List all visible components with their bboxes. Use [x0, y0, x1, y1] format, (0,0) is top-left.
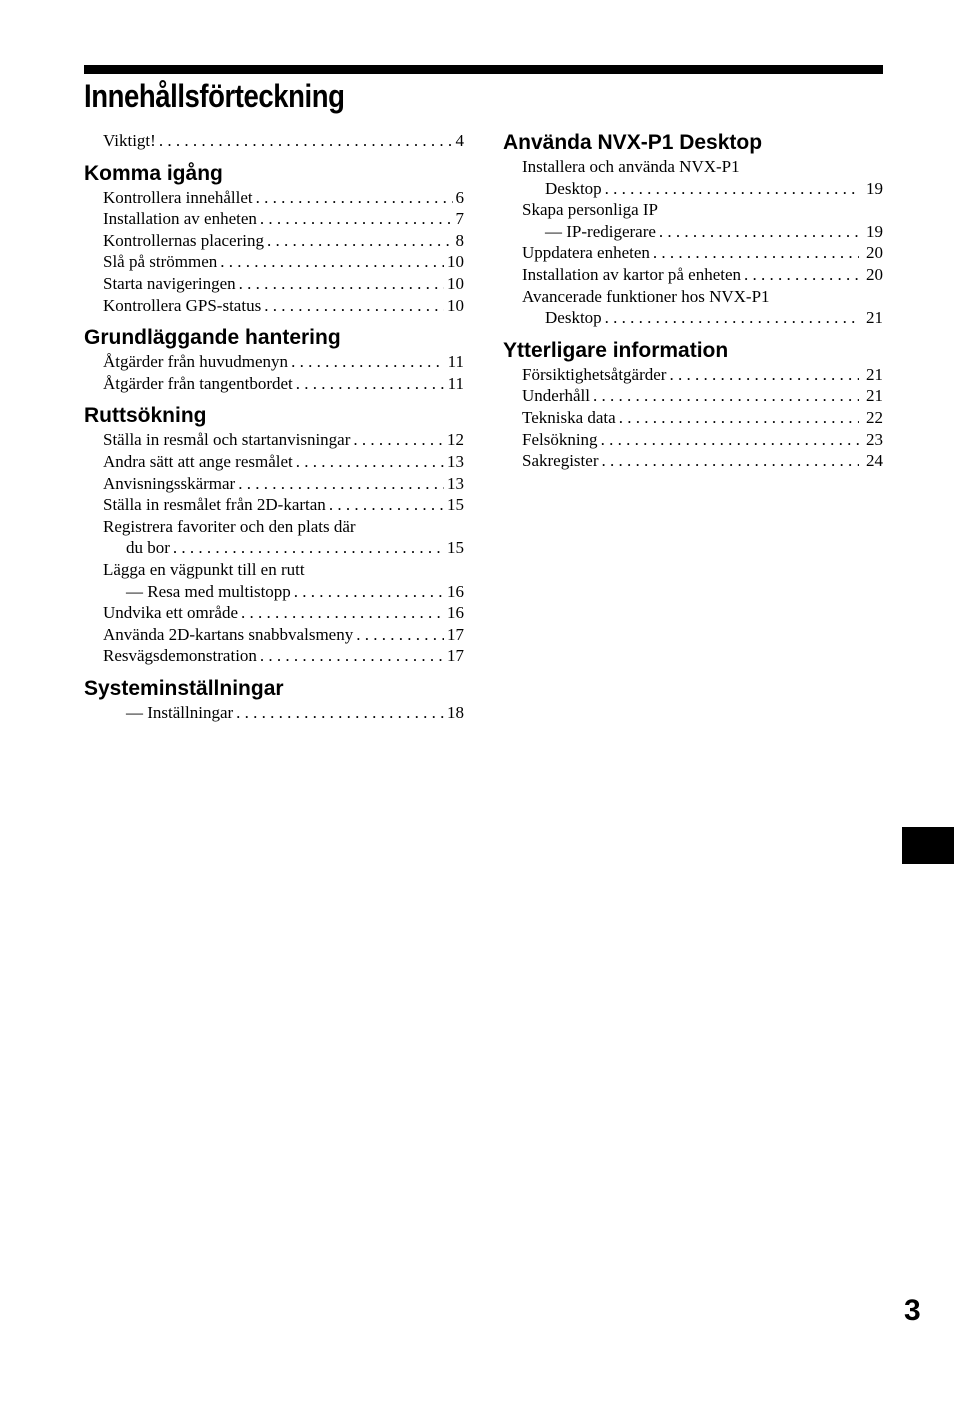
- toc-entry-label: Åtgärder från tangentbordet: [103, 373, 293, 393]
- toc-entry-row: [103, 702, 464, 724]
- toc-entry-row: [522, 178, 883, 200]
- toc-entry-page: 21: [866, 308, 883, 328]
- toc-entry-label-line1: Registrera favoriter och den plats där: [103, 516, 356, 536]
- dot-leader: [264, 295, 444, 317]
- dot-leader: [605, 178, 859, 200]
- toc-entry-page: 17: [447, 624, 464, 644]
- dot-leader: [238, 473, 444, 495]
- toc-entry-row: [103, 537, 464, 559]
- toc-entry-list: [84, 429, 464, 667]
- toc-entry-page: 10: [447, 252, 464, 272]
- dot-leader: [220, 251, 444, 273]
- toc-entry[interactable]: [103, 602, 464, 624]
- side-thumb-tab: [902, 827, 954, 864]
- toc-entry-label: Felsökning: [522, 429, 598, 449]
- toc-entry-label: Uppdatera enheten: [522, 243, 650, 263]
- dot-leader: [239, 273, 444, 295]
- toc-entry-page: 19: [866, 221, 883, 241]
- toc-entry-row: [103, 208, 464, 230]
- dot-leader: [296, 373, 445, 395]
- title-rule: [84, 65, 883, 74]
- toc-entry-label-line1: Lägga en vägpunkt till en rutt: [103, 559, 305, 579]
- dot-leader: [291, 351, 445, 373]
- toc-entry-row: [522, 221, 883, 243]
- toc-entry-page: 10: [447, 295, 464, 315]
- toc-entry-page: 7: [455, 209, 464, 229]
- toc-entry-page: 24: [866, 451, 883, 471]
- toc-entry-page: 20: [866, 243, 883, 263]
- toc-entry-label: Ställa in resmål och startanvisningar: [103, 430, 351, 450]
- toc-entry[interactable]: [103, 295, 464, 317]
- toc-entry-row: [103, 473, 464, 495]
- dot-leader: [605, 307, 859, 329]
- toc-entry-list: [503, 156, 883, 329]
- toc-entry-page: 23: [866, 429, 883, 449]
- toc-entry[interactable]: [103, 230, 464, 252]
- toc-entry-row: [103, 494, 464, 516]
- toc-entry-page: 21: [866, 364, 883, 384]
- dot-leader: [601, 429, 859, 451]
- dot-leader: [236, 702, 444, 724]
- toc-section-title: Använda NVX-P1 Desktop: [503, 131, 763, 154]
- toc-entry[interactable]: [103, 451, 464, 473]
- toc-entry-page: 10: [447, 273, 464, 293]
- dot-leader: [619, 407, 859, 429]
- toc-entry-row: [103, 373, 464, 395]
- toc-entry-label: Kontrollera innehållet: [103, 187, 253, 207]
- toc-right-sections: [503, 130, 883, 472]
- toc-entry-label: Åtgärder från huvudmenyn: [103, 352, 289, 372]
- toc-entry-page: 8: [455, 230, 464, 250]
- dot-leader: [593, 385, 859, 407]
- dot-leader: [173, 537, 444, 559]
- toc-entry[interactable]: [522, 450, 883, 472]
- toc-left-sections: [84, 161, 464, 724]
- toc-entry-page: 17: [447, 646, 464, 666]
- toc-entry-row: [522, 264, 883, 286]
- toc-entry-list: [84, 702, 464, 724]
- toc-entry-row: [103, 351, 464, 373]
- toc-entry-row: [103, 451, 464, 473]
- toc-entry-label: Resvägsdemonstration: [103, 646, 257, 666]
- toc-entry[interactable]: [522, 242, 883, 264]
- toc-entry[interactable]: [522, 385, 883, 407]
- toc-entry-row: [103, 581, 464, 603]
- dot-leader: [601, 450, 859, 472]
- toc-entry-label: Starta navigeringen: [103, 273, 236, 293]
- toc-entry[interactable]: [103, 208, 464, 230]
- toc-entry-label: Installation av enheten: [103, 209, 257, 229]
- toc-entry[interactable]: [103, 187, 464, 209]
- toc-entry-label: du bor: [126, 538, 170, 558]
- toc-entry-label: Kontrollernas placering: [103, 230, 264, 250]
- toc-entry-page: 13: [447, 451, 464, 471]
- toc-entry-row: [103, 230, 464, 252]
- toc-entry-row: [522, 242, 883, 264]
- toc-intro: [84, 130, 464, 152]
- toc-entry-label: Sakregister: [522, 451, 599, 471]
- toc-entry-row: [103, 429, 464, 451]
- toc-entry[interactable]: [522, 156, 883, 199]
- toc-section-title: Systeminställningar: [84, 676, 284, 700]
- toc-entry[interactable]: [103, 645, 464, 667]
- dot-leader: [744, 264, 859, 286]
- toc-entry-page: 18: [447, 702, 464, 722]
- toc-entry[interactable]: [522, 407, 883, 429]
- toc-entry-label: — Resa med multistopp: [126, 581, 291, 601]
- toc-entry-label: Desktop: [545, 308, 602, 328]
- toc-entry[interactable]: [522, 364, 883, 386]
- toc-entry-page: 11: [447, 352, 464, 372]
- toc-entry-row: [522, 364, 883, 386]
- toc-entry-page: 16: [447, 603, 464, 623]
- toc-section: [84, 403, 464, 667]
- toc-entry[interactable]: [103, 516, 464, 559]
- dot-leader: [294, 581, 444, 603]
- toc-section: [84, 161, 464, 317]
- toc-entry-label: Underhåll: [522, 386, 590, 406]
- toc-section-title: Ruttsökning: [84, 404, 207, 428]
- dot-leader: [256, 187, 453, 209]
- toc-entry-label: Kontrollera GPS-status: [103, 295, 262, 315]
- dot-leader: [356, 624, 444, 646]
- toc-entry-page: 20: [866, 264, 883, 284]
- toc-entry-row: [103, 624, 464, 646]
- toc-entry-row: [103, 645, 464, 667]
- toc-entry-label: Använda 2D-kartans snabbvalsmeny: [103, 624, 354, 644]
- dot-leader: [260, 645, 444, 667]
- toc-entry-row: [522, 385, 883, 407]
- toc-entry-label: Anvisningsskärmar: [103, 473, 236, 493]
- toc-section: [84, 325, 464, 394]
- toc-entry-list: [84, 351, 464, 394]
- toc-entry-label-line1: Installera och använda NVX-P1: [522, 157, 740, 176]
- toc-entry[interactable]: [522, 199, 883, 242]
- dot-leader: [353, 429, 444, 451]
- toc-entry-label: — Inställningar: [126, 702, 234, 722]
- toc-section: [84, 676, 464, 724]
- toc-entry-row: [522, 450, 883, 472]
- toc-entry[interactable]: [103, 473, 464, 495]
- toc-entry-label: Undvika ett område: [103, 603, 239, 623]
- toc-entry-row: [522, 307, 883, 329]
- toc-entry-label: Försiktighetsåtgärder: [522, 364, 667, 384]
- toc-entry[interactable]: [103, 624, 464, 646]
- dot-leader: [241, 602, 444, 624]
- toc-entry-label-line1: Skapa personliga IP: [522, 200, 658, 220]
- toc-section-title: Grundläggande hantering: [84, 326, 341, 350]
- page-title: Innehållsförteckning: [84, 78, 345, 114]
- toc-entry-label: Ställa in resmålet från 2D-kartan: [103, 495, 326, 515]
- toc-section: [503, 338, 883, 472]
- dot-leader: [159, 130, 453, 152]
- toc-entry-row: [103, 251, 464, 273]
- toc-entry-label: Slå på strömmen: [103, 252, 218, 272]
- toc-entry-page: 13: [447, 473, 464, 493]
- toc-section-title: Komma igång: [84, 161, 223, 185]
- dot-leader: [296, 451, 444, 473]
- toc-entry[interactable]: [103, 251, 464, 273]
- toc-entry[interactable]: [103, 273, 464, 295]
- dot-leader: [267, 230, 453, 252]
- toc-entry-label: Installation av kartor på enheten: [522, 264, 742, 284]
- toc-entry-row: [103, 295, 464, 317]
- toc-entry-page: 11: [447, 373, 464, 393]
- toc-entry-row: [103, 187, 464, 209]
- dot-leader: [329, 494, 444, 516]
- toc-entry-label: — IP-redigerare: [545, 221, 656, 241]
- toc-entry-row: [103, 273, 464, 295]
- toc-entry-page: 19: [866, 178, 883, 198]
- toc-entry[interactable]: [522, 264, 883, 286]
- toc-entry[interactable]: [522, 286, 883, 329]
- toc-entry-row: [522, 407, 883, 429]
- dot-leader: [669, 364, 859, 386]
- toc-entry-page: 15: [447, 538, 464, 558]
- toc-entry-label: Viktigt!: [103, 131, 156, 150]
- toc-entry[interactable]: [522, 429, 883, 451]
- toc-entry[interactable]: [103, 373, 464, 395]
- toc-entry[interactable]: [103, 130, 464, 152]
- toc-entry[interactable]: [103, 702, 464, 724]
- dot-leader: [653, 242, 859, 264]
- toc-entry[interactable]: [103, 559, 464, 602]
- toc-entry-row: [103, 602, 464, 624]
- toc-entry-page: 22: [866, 407, 883, 427]
- toc-entry-label: Desktop: [545, 178, 602, 198]
- dot-leader: [659, 221, 859, 243]
- toc-entry-page: 12: [447, 430, 464, 450]
- toc-entry-page: 6: [455, 187, 464, 207]
- toc-entry-label: Tekniska data: [522, 407, 616, 427]
- toc-entry-list: [84, 187, 464, 317]
- toc-entry-row: [522, 429, 883, 451]
- toc-section-title: Ytterligare information: [503, 338, 729, 362]
- toc-entry-page: 16: [447, 581, 464, 601]
- toc-entry[interactable]: [103, 351, 464, 373]
- toc-entry-label: Andra sätt att ange resmålet: [103, 451, 293, 471]
- toc-right-column: [503, 130, 883, 472]
- toc-left-column: [84, 130, 464, 723]
- page-number: 3: [904, 1294, 921, 1327]
- toc-entry[interactable]: [103, 429, 464, 451]
- toc-entry-list: [503, 364, 883, 472]
- dot-leader: [260, 208, 453, 230]
- toc-entry-page: 4: [455, 131, 464, 150]
- toc-entry-label-line1: Avancerade funktioner hos NVX-P1: [522, 286, 770, 306]
- toc-section: [503, 130, 883, 329]
- toc-entry-page: 15: [447, 495, 464, 515]
- toc-entry-page: 21: [866, 386, 883, 406]
- toc-entry[interactable]: [103, 494, 464, 516]
